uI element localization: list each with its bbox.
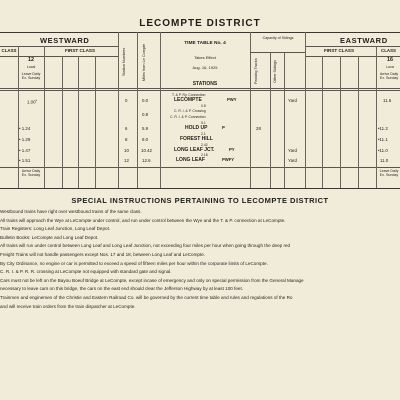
- instruction-line: All trains will run under control between Long Leaf and Long Leaf Junction, not exceeding four miles per hour when going through the deep red: [0, 243, 291, 249]
- westward-train-type: Local: [26, 65, 36, 69]
- rule-top: [0, 32, 400, 33]
- rule: [44, 46, 45, 188]
- rule: [358, 56, 359, 188]
- other-sidings-value: Yard: [288, 158, 297, 163]
- station-mile: 8.0: [142, 137, 149, 142]
- distance-label: 5.1: [201, 121, 206, 125]
- westward-time-longleafjct: • 1.47: [19, 148, 31, 153]
- effective-date: Aug. 16, 1925: [192, 65, 218, 70]
- instruction-line: necessary to leave cars on this bridge, the cars on the east end should clear the Jefferson Highway by at least 100 feet.: [0, 286, 244, 292]
- instruction-line: Train Registers: Long Leaf Junction, Long Leaf Depot.: [0, 226, 111, 232]
- station-note: C. R. I. & P. Connection: [170, 115, 206, 119]
- station-number: 0: [125, 98, 128, 103]
- station-mile: 0.0: [142, 98, 149, 103]
- capacity-of-sidings-label: Capacity of Sidings: [262, 36, 294, 40]
- other-sidings-value: Yard: [288, 148, 297, 153]
- westward-time-foresthill: • 1.29: [19, 137, 31, 142]
- timetable-number: TIME TABLE No. 4: [184, 41, 226, 46]
- instruction-line: Cars must not be left on the Bayou Boeuf Bridge at LeCompte, except incase of emergency and only on special permission from the General Manage: [0, 277, 304, 283]
- station-name-longleafjct: LONG LEAF JCT.: [174, 147, 215, 153]
- eastward-time-longleaf: 11.0: [380, 158, 389, 163]
- eastward-time-holdup: •11.2: [378, 126, 388, 131]
- passing-tracks-label: Passing Tracks: [254, 58, 258, 84]
- special-instructions: [0, 208, 400, 311]
- distance-label: 2.1: [201, 132, 206, 136]
- station-code: P: [222, 125, 225, 130]
- station-name-lecompte: LECOMPTE: [174, 97, 202, 103]
- station-number: 10: [124, 148, 129, 153]
- station-number: 6: [125, 126, 128, 131]
- station-note: C. R. I. & P. Crossing: [174, 109, 206, 113]
- takes-effect-label: Takes Effect: [194, 55, 216, 60]
- instruction-line: and will receive train orders from the train dispatcher at LeCompte.: [0, 303, 136, 309]
- rule: [270, 52, 271, 188]
- eastward-heading: EASTWARD: [340, 36, 388, 45]
- station-name-holdup: HOLD UP: [185, 125, 208, 131]
- rule: [340, 56, 341, 188]
- eastward-leave-label: Leave Daily Ex. Sunday: [379, 169, 399, 178]
- station-note: T. & P. Ry. Connection: [172, 93, 206, 97]
- rule: [62, 56, 63, 188]
- westward-train-number: 12: [27, 57, 35, 63]
- distance-label: 2.42: [201, 143, 208, 147]
- station-mile: 10.42: [141, 148, 152, 153]
- station-mile: 12.6: [142, 158, 151, 163]
- eastward-train-type: Loca: [386, 65, 394, 69]
- instruction-line: C. R. I. & P. R. R. crossing at LeCompte not equipped with standard gate and signal.: [0, 269, 172, 275]
- eastward-arrive-label: Arrive Daily Ex. Sunday: [379, 72, 399, 81]
- rule: [78, 56, 79, 188]
- rule: [118, 32, 119, 188]
- instruction-line: Trainmen and enginemen of the Christie and Eastern Railroad Co. will be governed by the current time table and rules and regulations of the Ro: [0, 294, 293, 300]
- distance-label: 2.18: [201, 153, 208, 157]
- westward-leave-label: Leave Daily Ex. Sunday: [21, 72, 41, 81]
- station-mile: 0.8: [142, 112, 149, 117]
- station-code: PY: [229, 147, 235, 152]
- eastward-first-class-label: FIRST CLASS: [323, 48, 355, 53]
- station-name-longleaf: LONG LEAF: [176, 157, 205, 163]
- westward-time-holdup: • 1.24: [19, 126, 31, 131]
- rule: [305, 32, 306, 188]
- passing-tracks-value: 28: [256, 126, 261, 131]
- rule: [322, 56, 323, 188]
- other-sidings-value: Yard: [288, 98, 297, 103]
- eastward-train-number: 16: [386, 57, 394, 63]
- station-code: PWY: [227, 97, 237, 102]
- rule: [284, 52, 285, 188]
- rule: [250, 52, 305, 53]
- westward-time-lecompte: 1.00$^s$: [27, 98, 38, 105]
- station-name-foresthill: FOREST HILL: [180, 136, 213, 142]
- eastward-time-longleafjct: •11.0: [378, 148, 388, 153]
- instruction-line: All trains will approach the Wye at LeCompte under control, and run under control between the Wye and the T. & P. connection at LeCompte.: [0, 217, 286, 223]
- page-title: LECOMPTE DISTRICT: [139, 18, 261, 29]
- westward-first-class-label: FIRST CLASS: [64, 48, 96, 53]
- westward-heading: WESTWARD: [40, 36, 90, 45]
- rule: [305, 56, 400, 57]
- rule-bottom: [0, 188, 400, 189]
- eastward-time-lecompte: 11.6: [383, 98, 392, 103]
- station-code: PWFY: [222, 157, 235, 162]
- eastward-time-foresthill: •11.1: [378, 137, 388, 142]
- timetable-grid: [0, 32, 400, 190]
- rule: [137, 32, 138, 188]
- instruction-line: By City Ordinance, no engine or car is permitted to exceed a speed of fifteen miles per hour within the corporate limits of LeCompte.: [0, 260, 268, 266]
- westward-time-longleaf: • 1.51: [19, 158, 31, 163]
- station-number: 8: [125, 137, 128, 142]
- distance-label: 0.8: [201, 104, 206, 108]
- miles-label: Miles from Le Compte: [142, 43, 146, 81]
- rule: [95, 56, 96, 188]
- other-sidings-label: Other Sidings: [273, 59, 277, 83]
- westward-arrive-label: Arrive Daily Ex. Sunday: [21, 169, 41, 178]
- instruction-line: Bulletin Books: LeCompte and Long Leaf Depot.: [0, 234, 99, 240]
- rule: [305, 46, 400, 47]
- station-number: 12: [124, 158, 129, 163]
- stations-header: STATIONS: [192, 81, 218, 87]
- instruction-line: Freight Trains will not handle passengers except Nos. 17 and 18, between Long Leaf and LeCompte.: [0, 251, 206, 257]
- rule: [376, 46, 377, 188]
- instruction-line: Westbound trains have right over westbound trains of the same class.: [0, 209, 142, 214]
- station-numbers-label: Station Numbers: [122, 47, 126, 77]
- special-instructions-title: SPECIAL INSTRUCTIONS PERTAINING TO LECOMPTE DISTRICT: [71, 196, 329, 205]
- station-mile: 5.9: [142, 126, 149, 131]
- eastward-class-label: CLASS: [381, 48, 396, 53]
- westward-class-label: CLASS: [1, 48, 17, 53]
- rule: [250, 32, 251, 188]
